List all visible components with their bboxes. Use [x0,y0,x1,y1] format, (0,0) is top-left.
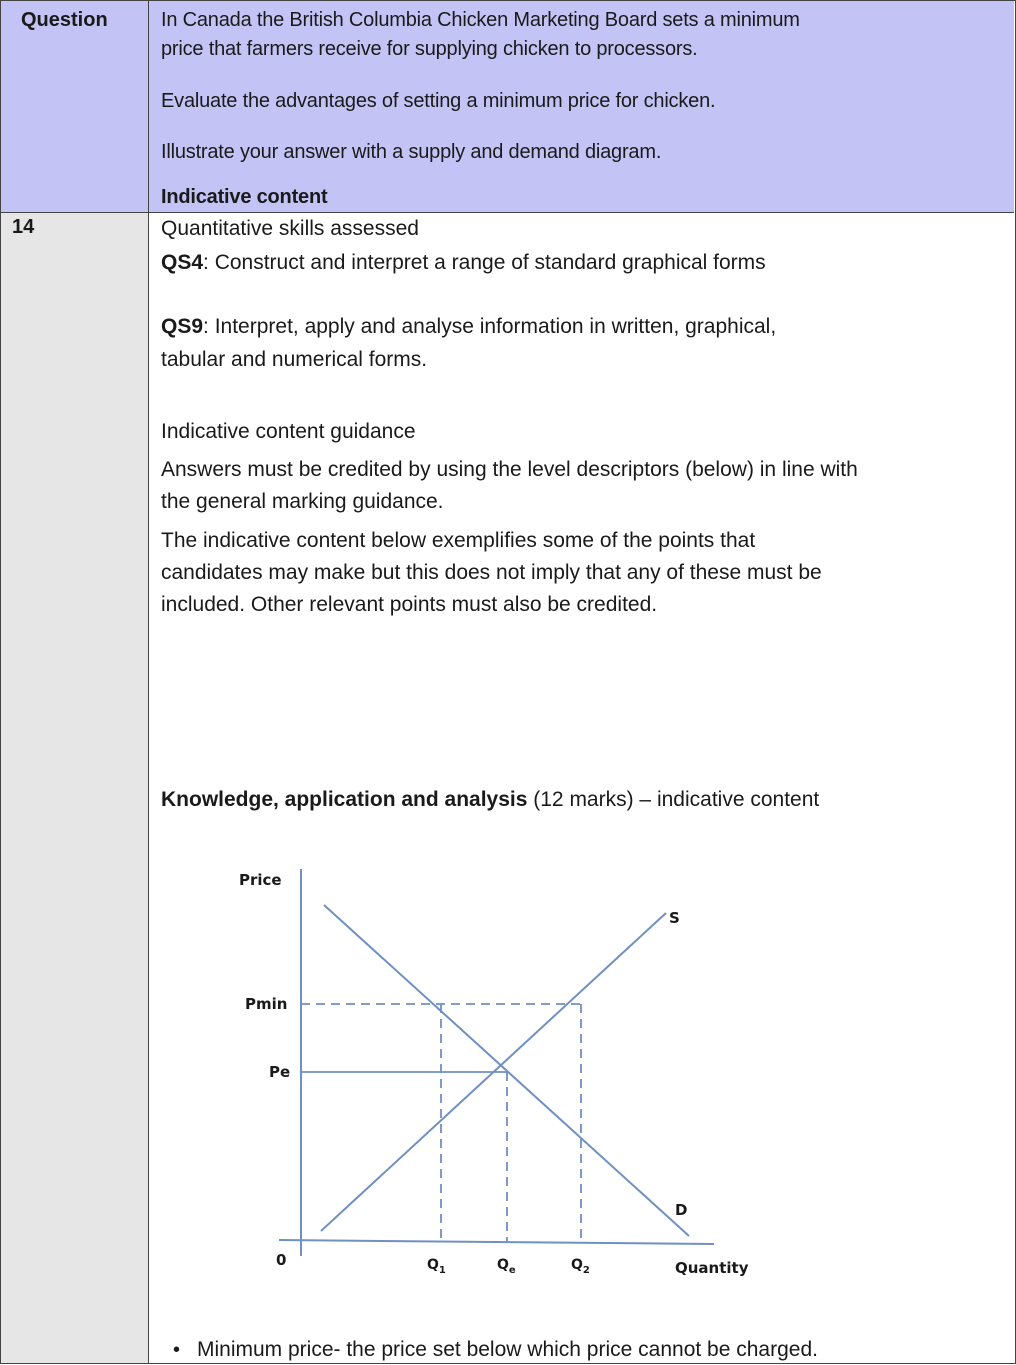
bullet-text: Minimum price- the price set below which price cannot be charged. [197,1338,818,1361]
kaa-line [161,784,819,816]
qs9-line [161,311,776,343]
exemplify-line-2: candidates may make but this does not imply that any of these must be [161,561,822,584]
x-axis [279,1240,714,1244]
qs9-code: QS9 [161,315,204,338]
origin-label: 0 [276,1251,287,1269]
pe-label: Pe [269,1063,291,1081]
question-text-cell [149,1,1014,213]
content-cell [149,213,1014,1363]
question-header-cell [1,1,149,213]
exemplify-line-1: The indicative content below exemplifies some of the points that [161,529,756,552]
guidance-line-1: Answers must be credited by using the level descriptors (below) in line with [161,458,858,481]
q1-label: $Q_1$ [427,1257,446,1276]
qs9-text-2: tabular and numerical forms. [161,348,428,371]
qs-heading: Quantitative skills assessed [161,217,419,240]
qs4-text: : Construct and interpret a range of standard graphical forms [203,251,766,274]
qs4-line [161,247,766,279]
x-axis-label: Quantity [675,1259,749,1277]
demand-curve [324,905,689,1236]
qs4-code: QS4 [161,251,204,274]
guidance-heading: Indicative content guidance [161,420,416,443]
question-line-1: In Canada the British Columbia Chicken Marketing Board sets a minimum [161,9,800,31]
kaa-bold: Knowledge, application and analysis [161,788,528,811]
guidance-line-2: the general marking guidance. [161,490,444,513]
question-number-cell [1,213,149,1363]
q2-label: $Q_2$ [571,1257,590,1276]
evaluate-instruction: Evaluate the advantages of setting a minimum price for chicken. [161,90,716,112]
question-number: 14 [12,216,35,238]
supply-label: S [669,909,680,927]
question-label: Question [21,9,108,31]
demand-label: D [675,1201,688,1219]
bullet-dot-icon: • [173,1339,181,1361]
exemplify-line-3: included. Other relevant points must also be credited. [161,593,658,616]
y-axis-label: Price [239,871,282,889]
qe-label: $Q_e$ [497,1257,516,1276]
indicative-content-heading: Indicative content [161,186,328,208]
pmin-label: Pmin [245,995,288,1013]
kaa-rest: (12 marks) – indicative content [527,788,820,811]
bullet-item [173,1335,818,1365]
question-line-2: price that farmers receive for supplying chicken to processors. [161,38,698,60]
supply-demand-diagram [209,841,829,1301]
illustrate-instruction: Illustrate your answer with a supply and demand diagram. [161,141,662,163]
qs9-text-1: : Interpret, apply and analyse information in written, graphical, [203,315,777,338]
